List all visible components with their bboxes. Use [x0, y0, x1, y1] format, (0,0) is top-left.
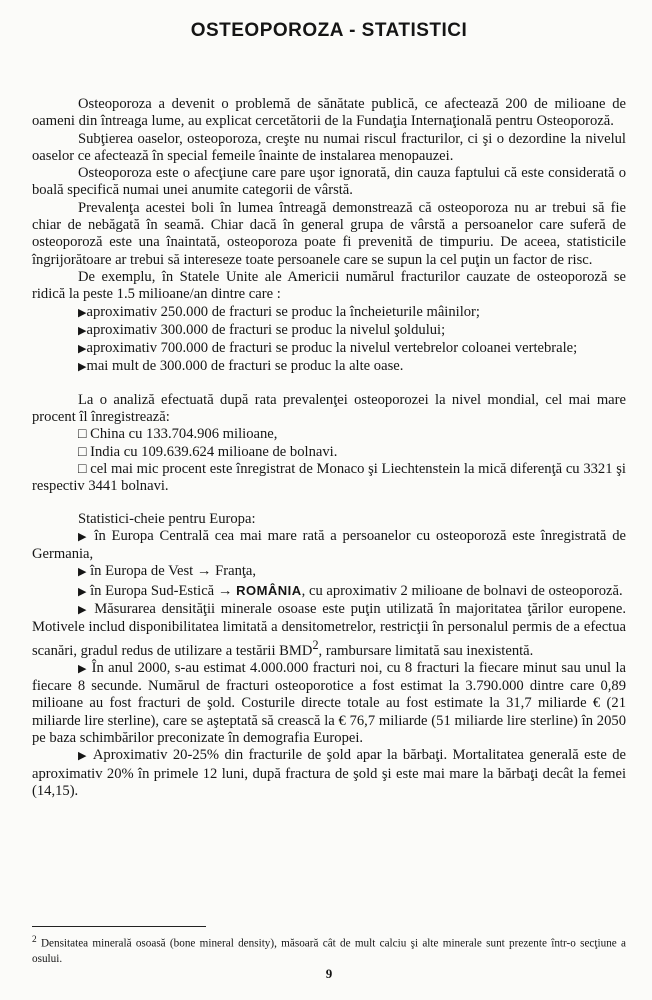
europe-west-item: ▶ în Europa de Vest → Franţa,	[78, 563, 257, 580]
checkbox-square-icon: □	[78, 461, 87, 477]
paragraph-bmd-usage: ▶ Măsurarea densităţii minerale osoase este puţin utilizată în majoritatea ţărilor europene. Motivele includ disponibilitatea limitată a densitometrelor, restricţii în personalul permis de a efectua scanări, gradul redus de utilizare a testării BMD$^2$, rambursare limitată sau inexistentă.	[32, 601, 626, 659]
footnote-divider	[32, 926, 206, 927]
europe-central-item: ▶ în Europa Centrală cea mai mare rată a persoanelor cu osteoporoză este înregistrată de Germania,	[32, 527, 626, 563]
footnote: $^2$ Densitatea minerală osoasă (bone mineral density), măsoară cât de mult calciu şi alte minerale sunt prezente într-o secţiune a osului.	[32, 935, 626, 965]
bullet-triangle-icon: ▶	[78, 604, 89, 617]
list-item: ▶mai mult de 300.000 de fracturi se produc la alte oase.	[78, 358, 404, 375]
list-item: ▶aproximativ 300.000 de fracturi se produc la nivelul şoldului;	[78, 321, 446, 338]
bullet-triangle-icon: ▶	[78, 306, 87, 319]
footnote-reference: 2	[312, 637, 319, 652]
europe-southeast-item: ▶ în Europa Sud-Estică → ROMÂNIA, cu aproximativ 2 milioane de bolnavi de osteoporoză.	[78, 582, 623, 599]
romania-label: ROMÂNIA	[236, 582, 302, 598]
page-number: 9	[325, 966, 333, 981]
bullet-triangle-icon: ▶	[78, 750, 89, 763]
document-body	[32, 96, 626, 800]
list-item: □ India cu 109.639.624 milioane de bolnavi.	[78, 443, 338, 460]
page-title: OSTEOPOROZA - STATISTICI	[190, 20, 468, 41]
list-item: ▶aproximativ 700.000 de fracturi se produc la nivelul vertebrelor coloanei vertebrale;	[78, 340, 578, 357]
bullet-triangle-icon: ▶	[78, 662, 88, 675]
bullet-triangle-icon: ▶	[78, 566, 87, 579]
paragraph-europe-heading: Statistici-cheie pentru Europa:	[78, 510, 256, 527]
bullet-triangle-icon: ▶	[78, 343, 87, 356]
list-item: □ China cu 133.704.906 milioane,	[78, 426, 278, 443]
paragraph-bone-thinning: Subţierea oaselor, osteoporoza, creşte nu numai riscul fracturilor, ci şi o dezordine la nivelul oaselor ce afectează în special femeile înainte de instalarea menopauzei.	[32, 130, 626, 164]
paragraph-prevalence: Prevalenţa acestei boli în lumea întreagă demonstrează că osteoporoza nu ar trebui să fie chiar de nebăgată în seamă. Chiar dacă în general grupa de vârstă a persoanelor care suferă de osteoporoză este una înaintată, osteoporoza poate fi prevenită de timpuriu. De aceea, statisticile îngrijorătoare ar trebui să intereseze toate persoanele care se supun la cel puţin un factor de risc.	[32, 199, 626, 268]
paragraph-intro: Osteoporoza a devenit o problemă de sănătate publică, ce afectează 200 de milioane de oameni din întreaga lume, au explicat cercetătorii de la Fundaţia Internaţională pentru Osteoporoză.	[32, 96, 626, 130]
bullet-triangle-icon: ▶	[78, 361, 87, 374]
bullet-triangle-icon: ▶	[78, 324, 87, 337]
paragraph-hip-fractures-men: ▶ Aproximativ 20-25% din fracturile de şold apar la bărbaţi. Mortalitatea generală este de aproximativ 20% în primele 12 luni, după fractura de şold şi este mai mare la bărbaţi decât la femei (14,15).	[32, 747, 627, 799]
bullet-triangle-icon: ▶	[78, 530, 89, 543]
paragraph-ignored-condition: Osteoporoza este o afecţiune care pare uşor ignorată, din cauza faptului că este considerată o boală specifică numai unei anumite categorii de vârstă.	[32, 165, 626, 199]
paragraph-usa-example: De exemplu, în Statele Unite ale Americii numărul fracturilor cauzate de osteoporoză se ridică la peste 1.5 milioane/an dintre care :	[32, 268, 626, 303]
paragraph-world-analysis: La o analiză efectuată după rata prevalenţei osteoporozei la nivel mondial, cel mai mare procent îl înregistrează:	[32, 391, 626, 426]
document-page	[32, 0, 626, 1000]
right-arrow-icon: →	[196, 563, 212, 580]
checkbox-square-icon: □	[78, 427, 87, 443]
list-item: ▶aproximativ 250.000 de fracturi se produc la încheieturile mâinilor;	[78, 303, 480, 320]
bullet-triangle-icon: ▶	[78, 585, 87, 598]
checkbox-square-icon: □	[78, 444, 87, 460]
list-item: □ cel mai mic procent este înregistrat de Monaco şi Liechtenstein la mică diferenţă cu 3321 şi respectiv 3441 bolnavi.	[32, 460, 626, 495]
right-arrow-icon: →	[217, 582, 233, 599]
paragraph-fractures-2000: ▶ În anul 2000, s-au estimat 4.000.000 fracturi noi, cu 8 fracturi la fiecare minut sau unul la fiecare 8 secunde. Numărul de fracturi osteoporotice a fost estimat la 3.790.000 dintre care 0,89 milioane au fost fracturi de şold. Costurile directe totale au fost estimate la 31,7 miliarde € (21 miliarde lire sterline), care se aşteptată să crească la € 76,7 miliarde (51 miliarde lire sterline) în 2050 pe baza schimbărilor preconizate în demografia Europei.	[32, 659, 626, 746]
